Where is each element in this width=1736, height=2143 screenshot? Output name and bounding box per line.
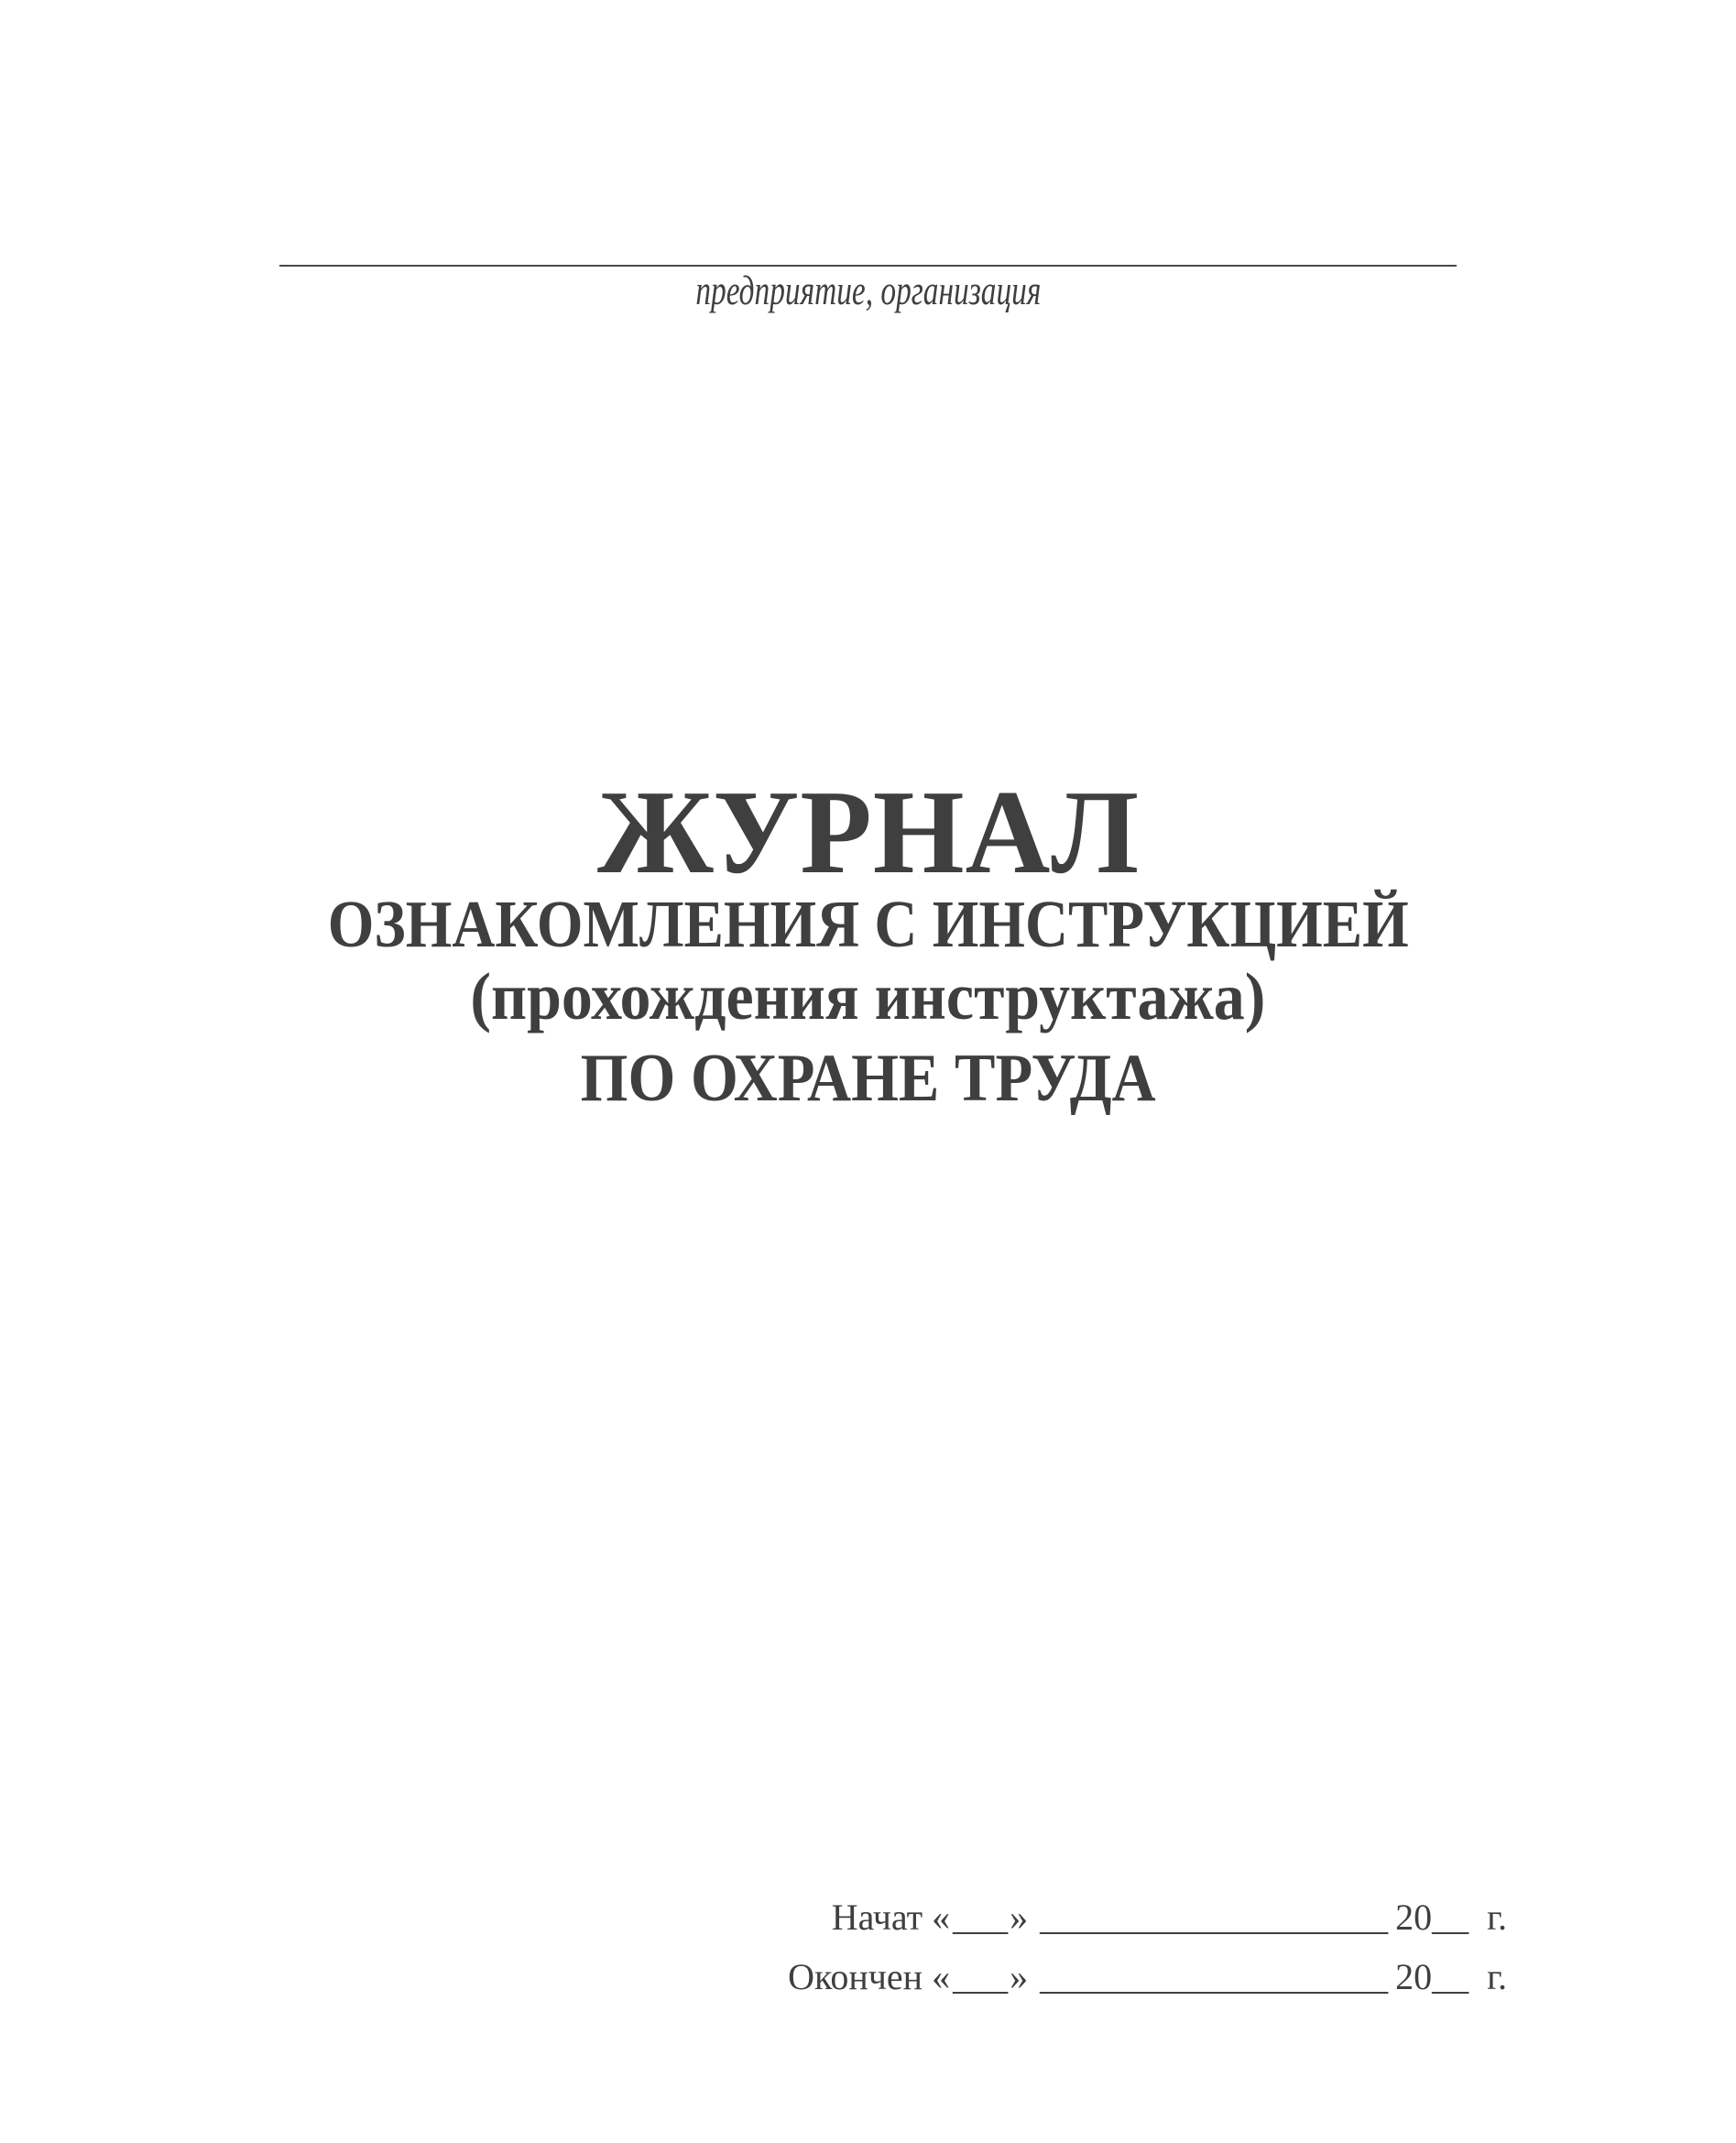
title-line-4: ПО ОХРАНЕ ТРУДА	[580, 1041, 1156, 1116]
started-day-blank: ___	[953, 1897, 1009, 1938]
organization-caption-label: предприятие, организация	[694, 267, 1042, 313]
open-quote: «	[932, 1897, 951, 1938]
started-year-suffix: г.	[1487, 1897, 1507, 1938]
finished-row	[788, 1956, 1507, 1997]
close-quote: »	[1010, 1897, 1029, 1938]
journal-title	[0, 766, 1736, 899]
finished-year-suffix: г.	[1487, 1956, 1507, 1997]
title-line-3: (прохождения инструктажа)	[470, 959, 1266, 1033]
organization-caption	[0, 269, 1736, 312]
finished-year-blank: __	[1432, 1956, 1469, 1997]
title-line-2: ОЗНАКОМЛЕНИЯ С ИНСТРУКЦИЕЙ	[327, 887, 1409, 961]
open-quote: «	[932, 1956, 951, 1997]
journal-subtitle-3	[0, 1041, 1736, 1116]
title-line-1: ЖУРНАЛ	[596, 766, 1140, 899]
finished-month-blank: ___________________	[1040, 1956, 1389, 1997]
journal-subtitle-1	[0, 887, 1736, 961]
started-year-blank: __	[1432, 1897, 1469, 1938]
started-year-prefix: 20	[1395, 1897, 1433, 1938]
started-row	[832, 1899, 1507, 1936]
journal-subtitle-2	[0, 959, 1736, 1033]
close-quote: »	[1010, 1956, 1029, 1997]
started-label: Начат	[831, 1897, 923, 1938]
finished-year-prefix: 20	[1395, 1956, 1433, 1997]
started-month-blank: ___________________	[1040, 1897, 1389, 1938]
finished-label: Окончен	[788, 1956, 923, 1997]
finished-day-blank: ___	[953, 1956, 1009, 1997]
